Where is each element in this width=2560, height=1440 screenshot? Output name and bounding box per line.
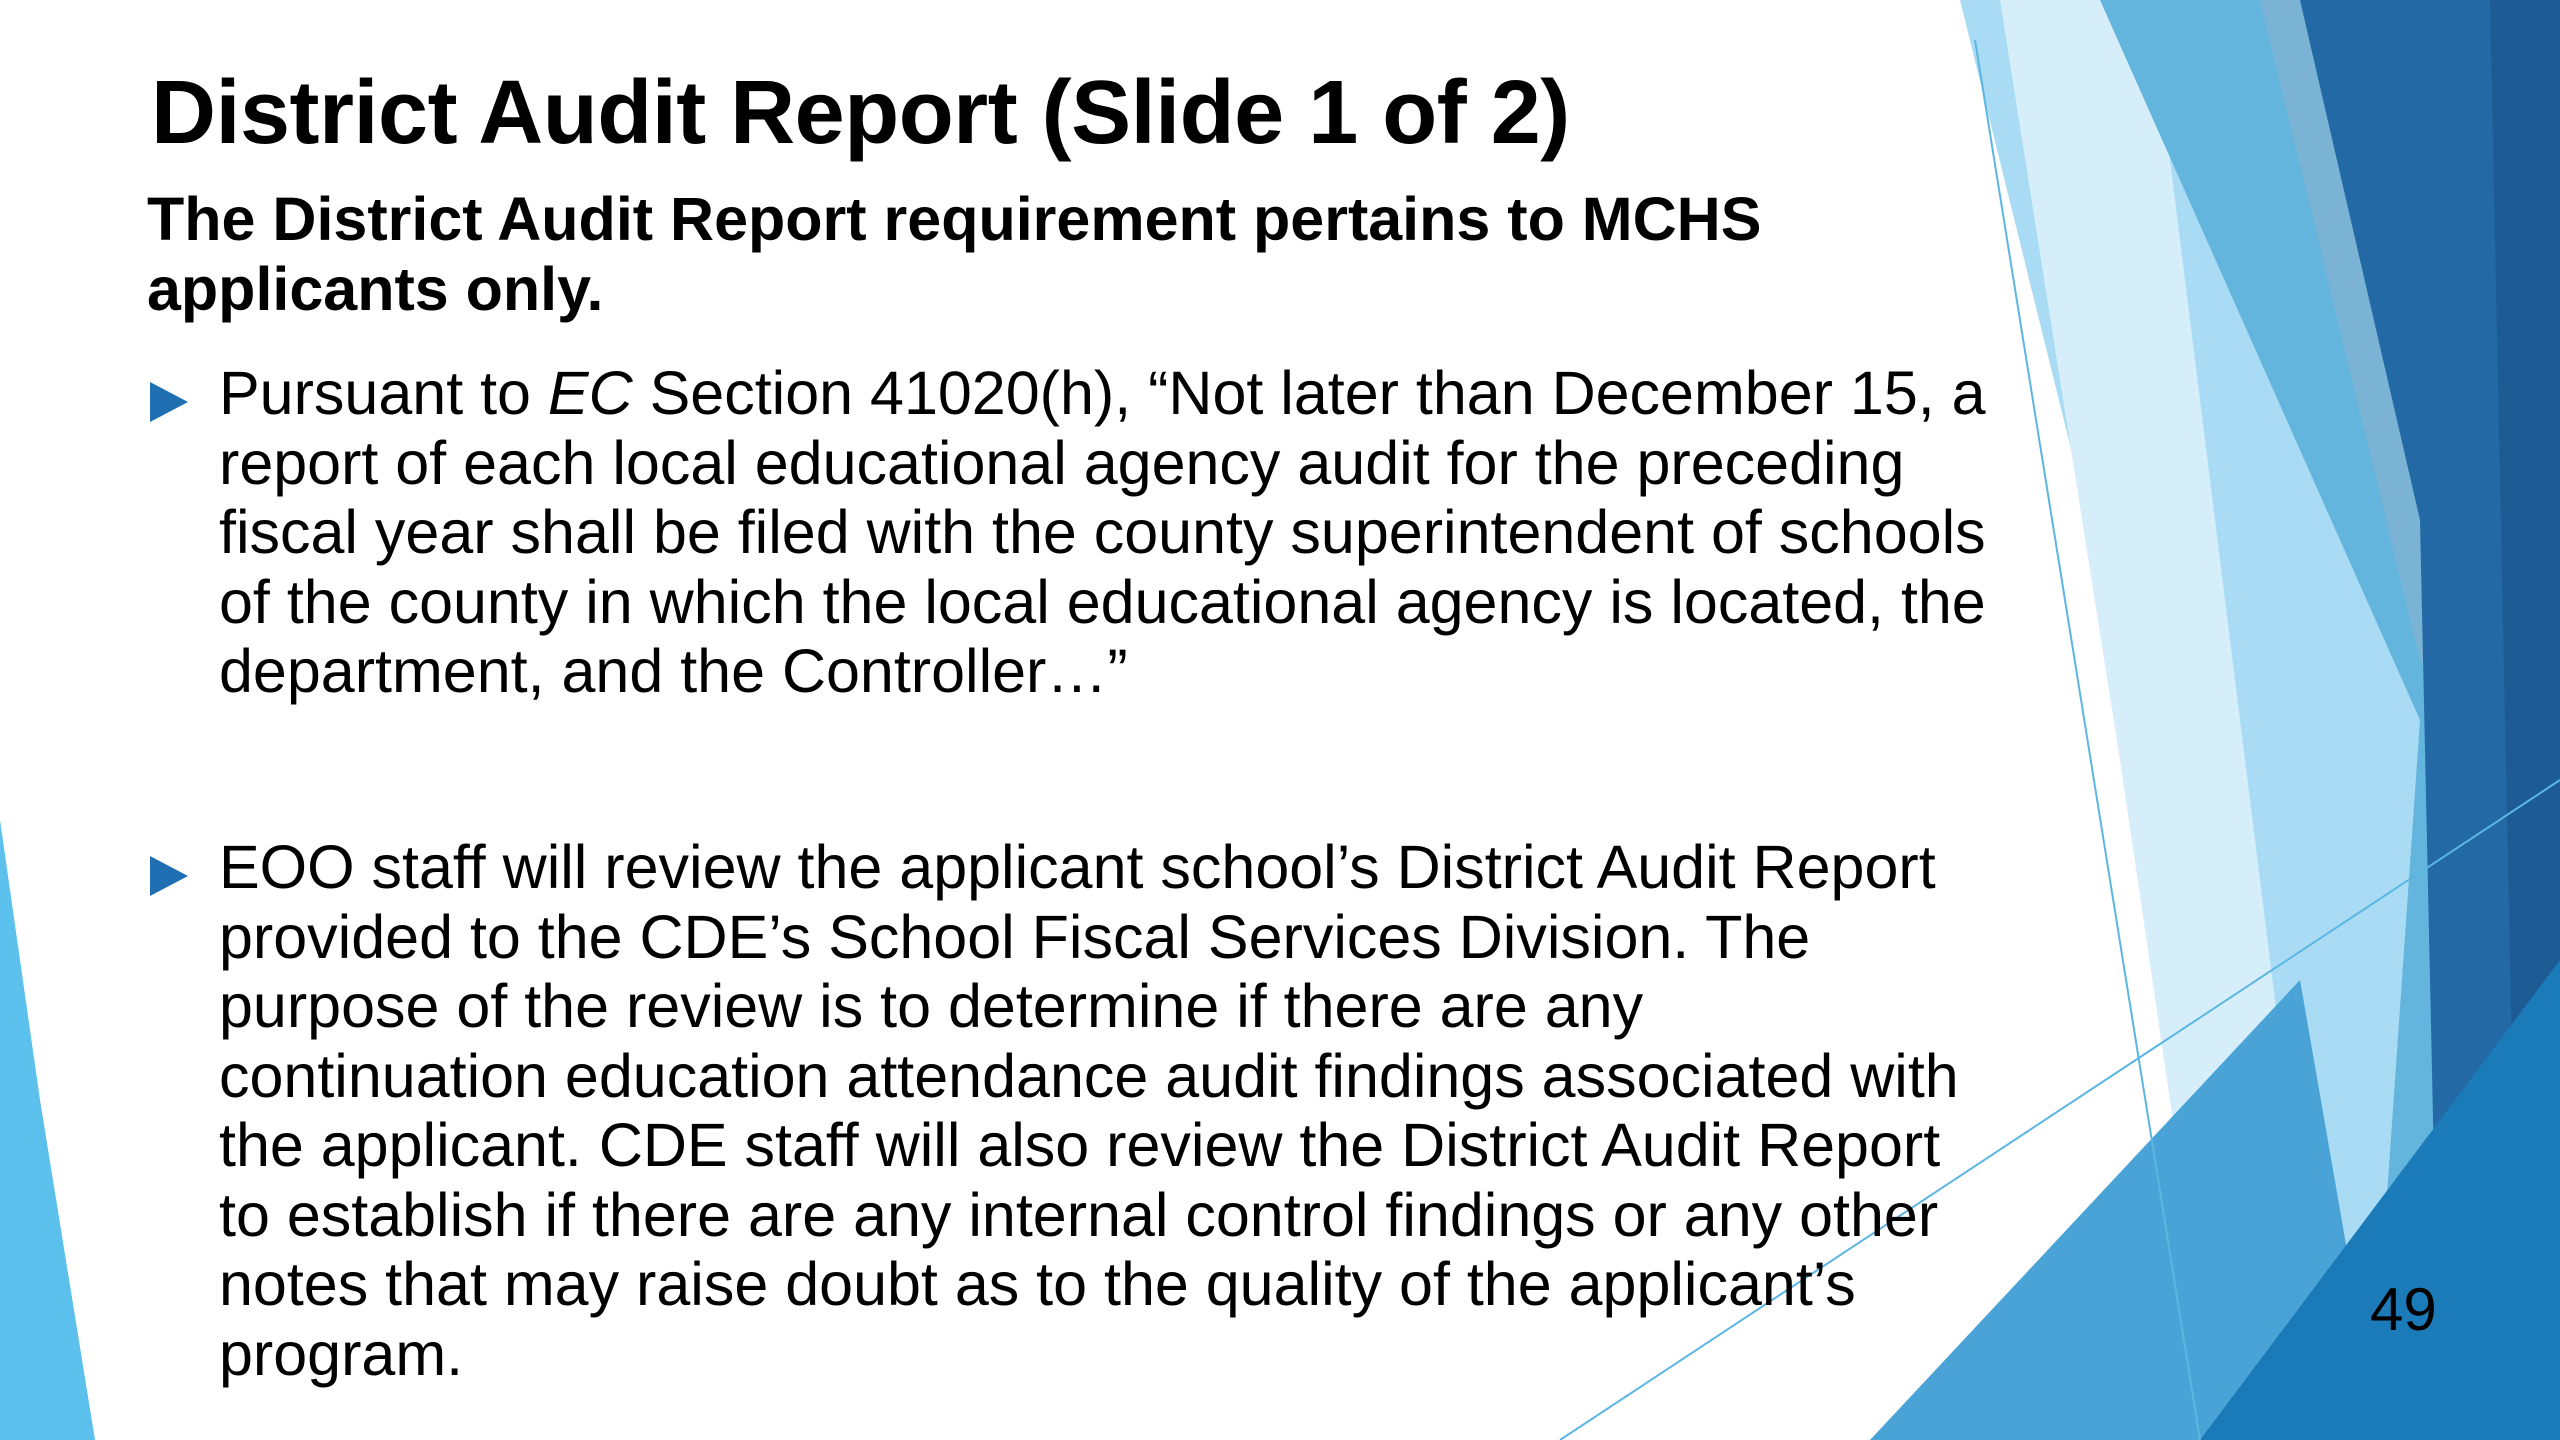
bullet-text-prefix: Pursuant to	[219, 359, 548, 427]
triangle-bullet-icon	[150, 382, 188, 422]
bullet-text-emphasis: EC	[547, 359, 633, 427]
triangle-bullet-icon	[150, 856, 188, 896]
bullet-item-review	[147, 833, 1987, 1389]
bullet-item-statute	[147, 359, 1987, 707]
bullet-text-body: Section 41020(h), “Not later than December 15, a report of each local educational agency audit for the preceding fiscal year shall be filed with the county superintendent of schools of the county in which the local educational agency is located, the department, and the Controller…”	[219, 359, 1986, 705]
page-number: 49	[2370, 1276, 2437, 1343]
bullet-text	[219, 359, 1987, 707]
slide-title: District Audit Report (Slide 1 of 2)	[151, 63, 1570, 163]
decor-left-wedge	[0, 820, 95, 1440]
bullet-text: EOO staff will review the applicant school’s District Audit Report provided to the CDE’s School Fiscal Services Division. The purpose of the review is to determine if there are any continuation education attendance audit findings associated with the applicant. CDE staff will also review the District Audit Report to establish if there are any internal control findings or any other notes that may raise doubt as to the quality of the applicant’s program.	[219, 833, 1959, 1388]
slide-subtitle: The District Audit Report requirement pertains to MCHS applicants only.	[147, 185, 1762, 323]
